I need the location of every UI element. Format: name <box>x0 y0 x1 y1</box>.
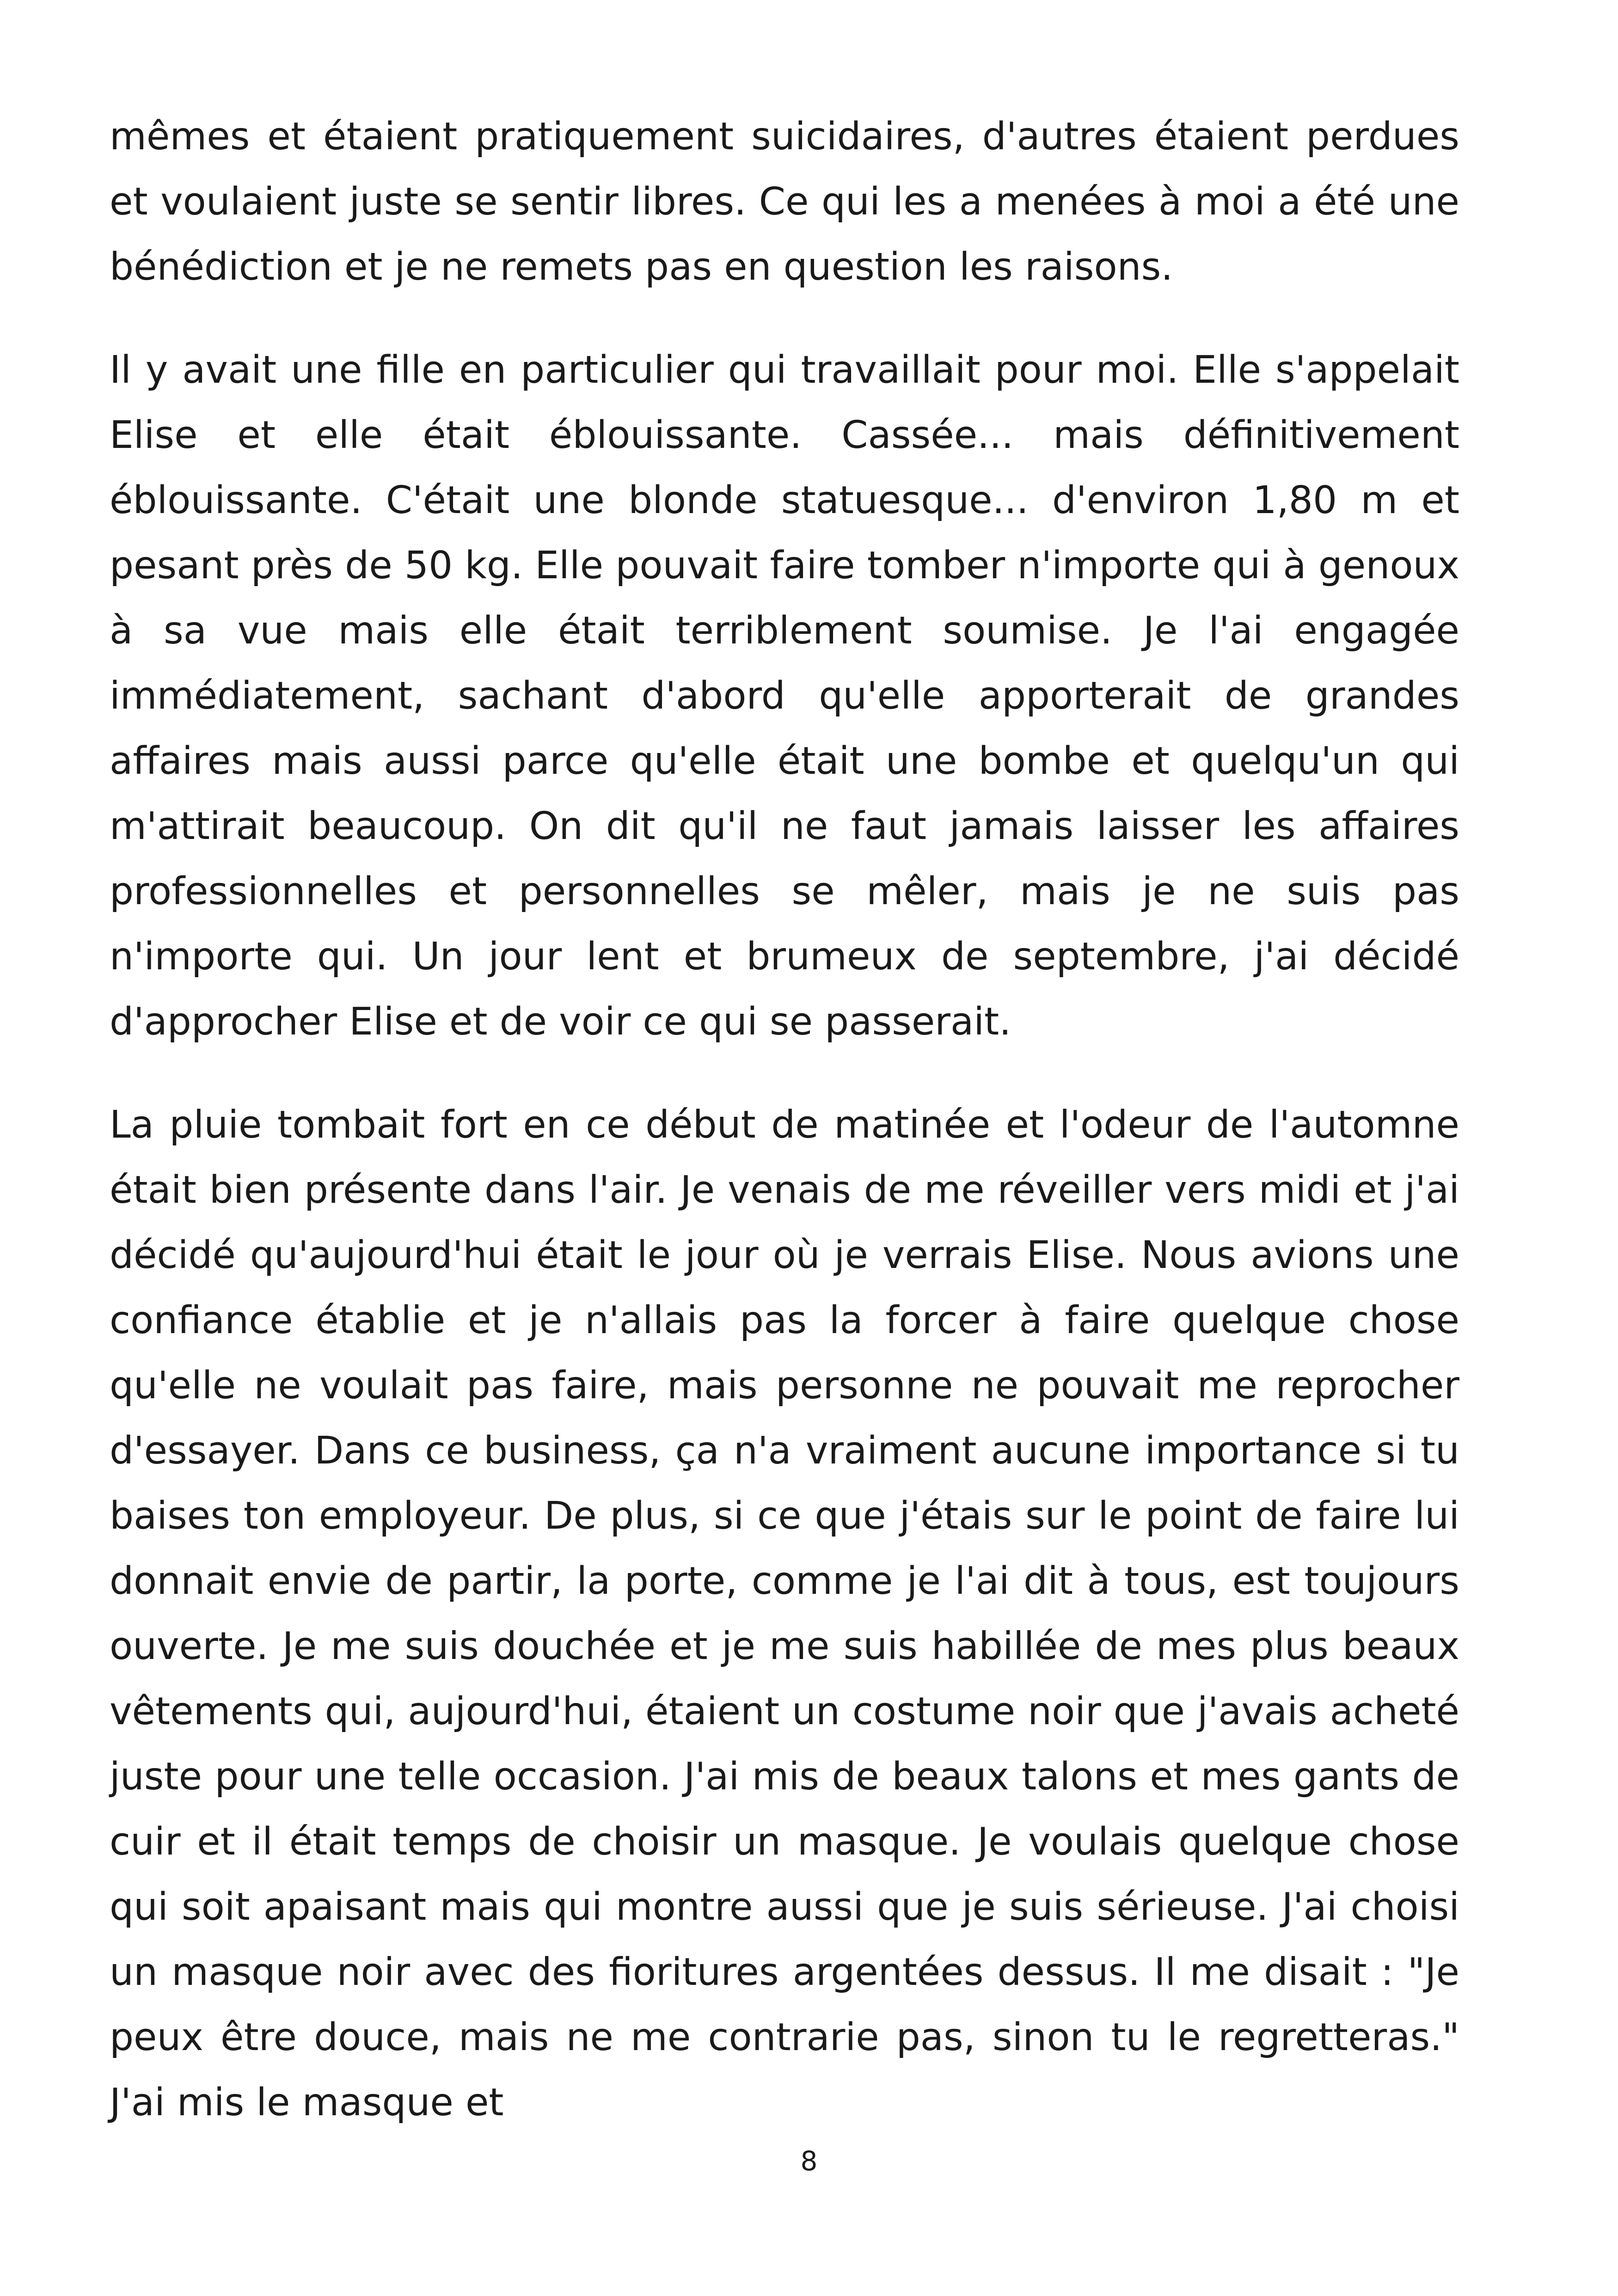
paragraph-3: La pluie tombait fort en ce début de matinée et l'odeur de l'automne était bien présente dans l'air. Je venais de me réveiller vers midi et j'ai décidé qu'aujourd'hui était le jour où je verrais Elise. Nous avions une confiance établie et je n'allais pas la forcer à faire quelque chose qu'elle ne voulait pas faire, mais personne ne pouvait me reprocher d'essayer. Dans ce business, ça n'a vraiment aucune importance si tu baises ton employeur. De plus, si ce que j'étais sur le point de faire lui donnait envie de partir, la porte, comme je l'ai dit à tous, est toujours ouverte. Je me suis douchée et je me suis habillée de mes plus beaux vêtements qui, aujourd'hui, étaient un costume noir que j'avais acheté juste pour une telle occasion. J'ai mis de beaux talons et mes gants de cuir et il était temps de choisir un masque. Je voulais quelque chose qui soit apaisant mais qui montre aussi que je suis sérieuse. J'ai choisi un masque noir avec des fioritures argentées dessus. Il me disait : "Je peux être douce, mais ne me contrarie pas, sinon tu le regretteras." J'ai mis le masque et <box>110 1103 1459 2125</box>
paragraph-1: mêmes et étaient pratiquement suicidaires, d'autres étaient perdues et voulaient juste se sentir libres. Ce qui les a menées à moi a été une bénédiction et je ne remets pas en question les raisons. <box>110 115 1459 289</box>
paragraph-2: Il y avait une fille en particulier qui travaillait pour moi. Elle s'appelait Elise et elle était éblouissante. Cassée... mais définitivement éblouissante. C'était une blonde statuesque... d'environ 1,80 m et pesant près de 50 kg. Elle pouvait faire tomber n'importe qui à genoux à sa vue mais elle était terriblement soumise. Je l'ai engagée immédiatement, sachant d'abord qu'elle apporterait de grandes affaires mais aussi parce qu'elle était une bombe et quelqu'un qui m'attirait beaucoup. On dit qu'il ne faut jamais laisser les affaires professionnelles et personnelles se mêler, mais je ne suis pas n'importe qui. Un jour lent et brumeux de septembre, j'ai décidé d'approcher Elise et de voir ce qui se passerait. <box>110 348 1459 1044</box>
page-number: 8 <box>800 2145 818 2177</box>
body-text <box>110 104 1459 2173</box>
